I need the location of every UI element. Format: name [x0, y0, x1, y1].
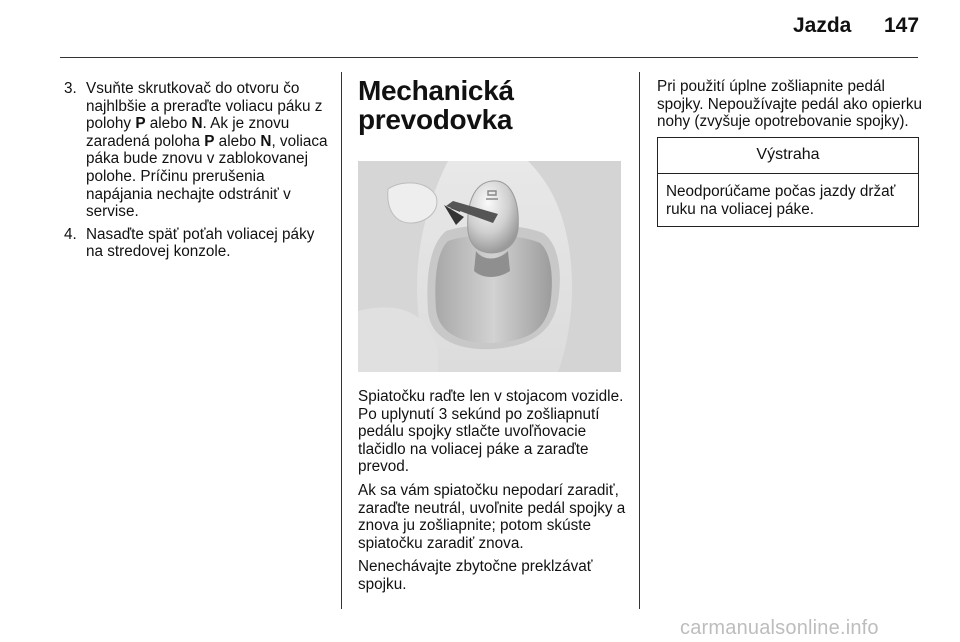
step-text: Vsuňte skrutkovač do otvoru čo najhlbšie a preraďte voliacu páku z polohy P alebo N. Ak je znovu zaradená poloha P alebo N, voliaca páka bude znovu v zablokovanej polohe. Príčinu prerušenia napájania nechajte odstrániť v servise.	[86, 80, 328, 221]
header-rule	[60, 57, 918, 58]
column-2	[358, 75, 626, 600]
step-number: 4.	[64, 225, 77, 243]
paragraph: Ak sa vám spiatočku nepodarí zaradiť, zaraďte neutrál, uvoľnite pedál spojky a znova ju zošliapnite; potom skúste spiatočku zaradiť znova.	[358, 481, 626, 552]
column-1	[64, 80, 332, 266]
step-item	[64, 226, 332, 261]
paragraph: Spiatočku raďte len v stojacom vozidle. Po uplynutí 3 sekúnd po zošliapnutí pedálu spojky stlačte uvoľňovacie tlačidlo na voliacej páke a zaraďte prevod.	[358, 388, 624, 476]
gear-lever-image	[358, 161, 621, 372]
paragraph: Nenechávajte zbytočne preklzávať spojku.	[358, 558, 593, 593]
section-title: Mechanická prevodovka	[358, 75, 514, 135]
warning-box	[657, 137, 919, 227]
intro-paragraph: Pri použití úplne zošliapnite pedál spojky. Nepoužívajte pedál ako opierku nohy (zvyšuje opotrebovanie spojky).	[657, 78, 923, 131]
header-title: Jazda	[793, 14, 852, 37]
warning-text: Neodporúčame počas jazdy držať ruku na voliacej páke.	[666, 183, 896, 218]
watermark: carmanualsonline.info	[680, 617, 879, 639]
step-number: 3.	[64, 80, 77, 97]
gear-lever-illustration	[358, 161, 621, 372]
step-item	[64, 80, 332, 221]
column-3	[657, 78, 925, 227]
page-number: 147	[884, 14, 920, 37]
column-separator-1	[341, 72, 342, 609]
column-separator-2	[639, 72, 640, 609]
warning-title: Výstraha	[658, 138, 918, 175]
step-text: Nasaďte späť poťah voliacej páky na stredovej konzole.	[86, 225, 315, 261]
steps-list	[64, 80, 332, 261]
